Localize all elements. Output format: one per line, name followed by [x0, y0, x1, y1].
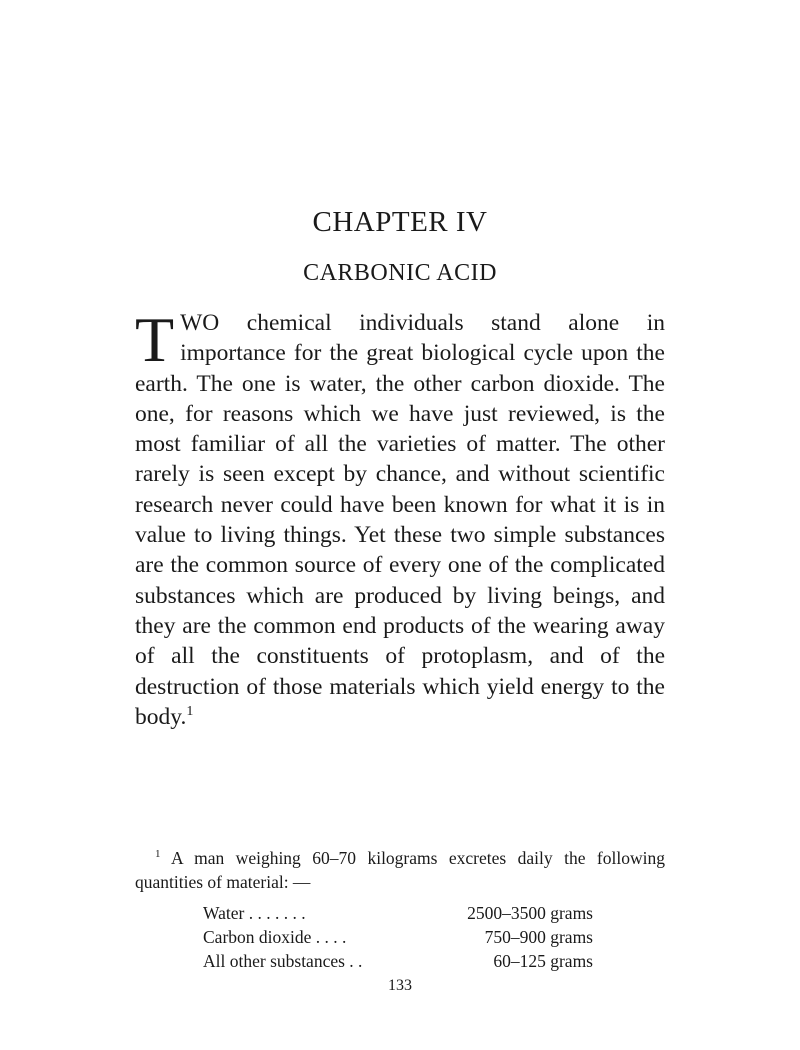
footnote-reference: 1 [186, 704, 194, 720]
drop-cap: T [135, 304, 175, 375]
book-page [135, 0, 665, 1050]
row-value: 60–125 grams [493, 951, 593, 971]
page-number: 133 [388, 977, 412, 994]
footnote-marker: 1 [155, 848, 161, 861]
table-row [203, 927, 593, 951]
footnote [135, 846, 665, 894]
body-text: WO chemical individuals stand alone in importance for the great biological cycle upon the earth. The one is water, the other carbon dioxide. The one, for reasons which we have just reviewed, is the most familiar of all the varieties of matter. The other rarely is seen except by chance, and without scientific research never could have been known for what it is in value to living things. Yet these two simple substances are the common source of every one of the complicated substances which are produced by living beings, and they are the common end products of the wearing away of all the constituents of protoplasm, and of the destruction of those materials which yield energy to the body. [135, 310, 665, 730]
table-row [203, 951, 593, 975]
row-value: 750–900 grams [484, 927, 593, 947]
chapter-title: CARBONIC ACID [303, 260, 497, 286]
body-paragraph [135, 304, 665, 732]
row-value: 2500–3500 grams [467, 903, 593, 923]
row-item: Water . . . . . . . [203, 903, 306, 923]
table-row [203, 903, 593, 927]
quantities-table [203, 903, 593, 975]
chapter-heading: CHAPTER IV [312, 206, 488, 238]
row-item: Carbon dioxide . . . . [203, 927, 347, 947]
row-item: All other substances . . [203, 951, 363, 971]
footnote-text: A man weighing 60–70 kilograms excretes daily the following quantities of material: — [135, 848, 665, 892]
